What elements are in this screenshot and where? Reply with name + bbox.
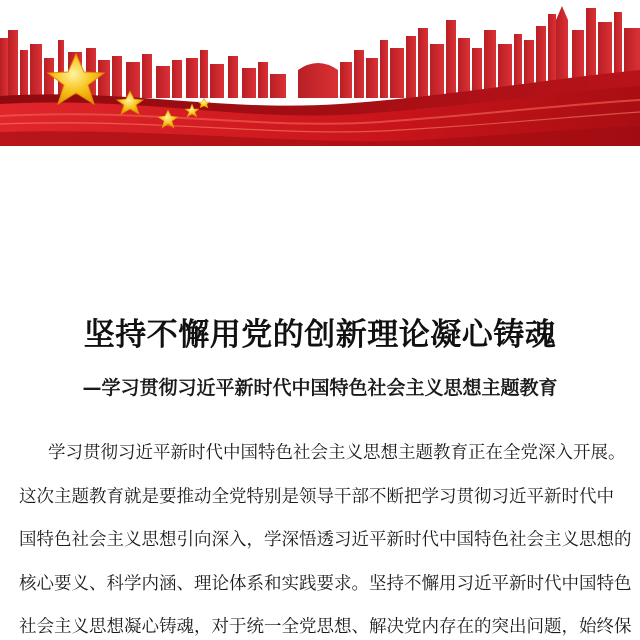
article-title: 坚持不懈用党的创新理论凝心铸魂 [83, 317, 557, 353]
article-subtitle: —学习贯彻习近平新时代中国特色社会主义思想主题教育 [82, 377, 558, 399]
body-line: 学习贯彻习近平新时代中国特色社会主义思想主题教育正在全党深入开展。 [48, 443, 626, 463]
header-banner [0, 0, 640, 146]
body-line: 这次主题教育就是要推动全党特别是领导干部不断把学习贯彻习近平新时代中 [19, 486, 614, 507]
body-line: 社会主义思想凝心铸魂，对于统一全党思想、解决党内存在的突出问题，始终保 [19, 617, 632, 637]
body-line: 核心要义、科学内涵、理论体系和实践要求。坚持不懈用习近平新时代中国特色 [19, 573, 632, 594]
article-body [0, 434, 640, 640]
body-line: 国特色社会主义思想引向深入，学深悟透习近平新时代中国特色社会主义思想的 [19, 530, 632, 550]
banner-graphic [0, 0, 640, 146]
